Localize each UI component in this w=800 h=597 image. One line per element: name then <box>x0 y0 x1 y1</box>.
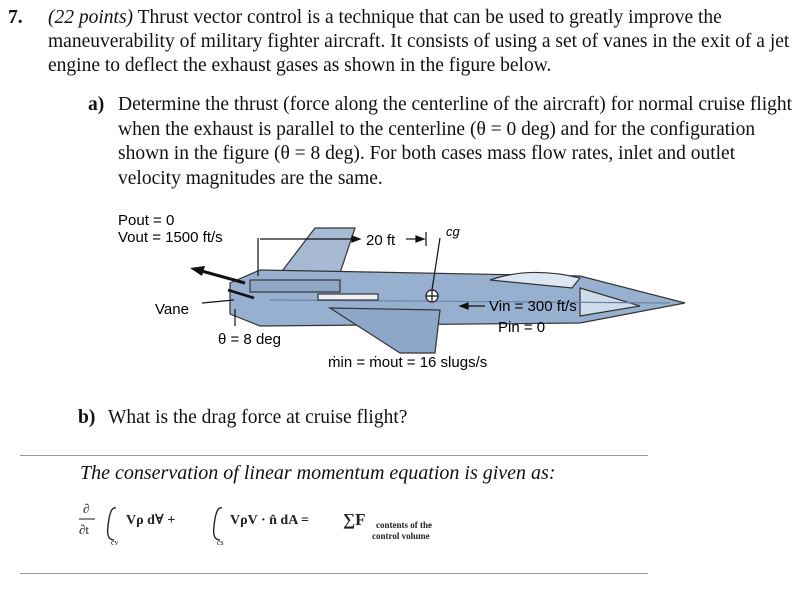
problem-intro-text: Thrust vector control is a technique that can be used to greatly improve the maneuverability of military fighter aircraft. It consists of using a set of vanes in the exit of a jet engine to deflect the exhaust gases as shown in the figure below. <box>48 7 790 76</box>
label-theta: θ = 8 deg <box>218 331 281 348</box>
problem-statement <box>8 6 790 78</box>
momentum-equation <box>78 494 498 554</box>
eq-cv: cv <box>111 538 119 547</box>
eq-note2: control volume <box>372 531 430 541</box>
eq-term1: Vρ d∀ + <box>126 513 176 528</box>
label-p-out: Pout = 0 <box>118 212 175 229</box>
label-mass-flow: ṁin = ṁout = 16 slugs/s <box>328 354 488 371</box>
part-b-text: What is the drag force at cruise flight? <box>108 407 408 428</box>
label-cg: cg <box>446 224 460 239</box>
problem-points: (22 points) <box>48 7 134 28</box>
aircraft-diagram <box>110 208 700 380</box>
label-v-in: Vin = 300 ft/s <box>489 298 577 315</box>
eq-partial-num: ∂ <box>83 501 90 516</box>
aircraft-figure <box>110 208 700 380</box>
label-distance: 20 ft <box>366 232 396 249</box>
divider-bottom <box>20 573 648 574</box>
momentum-equation-svg <box>78 494 498 554</box>
eq-cs: cs <box>217 538 224 547</box>
problem-intro <box>48 6 790 78</box>
eq-sum: ∑F <box>343 510 366 529</box>
integral-cs-icon <box>214 508 222 540</box>
solution-statement: The conservation of linear momentum equation is given as: <box>80 462 556 484</box>
label-p-in: Pin = 0 <box>498 319 546 336</box>
eq-partial-den: ∂t <box>79 522 90 537</box>
aircraft-body <box>230 228 685 353</box>
problem-number: 7. <box>8 7 23 28</box>
label-v-out: Vout = 1500 ft/s <box>118 229 223 246</box>
part-a-label: a) <box>88 94 105 115</box>
eq-note1: contents of the <box>376 520 432 530</box>
eq-term2: VρV · n̂ dA = <box>230 513 310 528</box>
part-b <box>78 406 678 431</box>
integral-cv-icon <box>108 508 116 540</box>
part-a <box>88 93 793 191</box>
divider-top <box>20 455 648 456</box>
label-vane: Vane <box>155 301 189 318</box>
part-a-text: Determine the thrust (force along the centerline of the aircraft) for normal cruise flight when the exhaust is parallel to the centerline (θ = 0 deg) and for the configuration shown in the figure (θ = 8 deg). For both cases mass flow rates, inlet and outlet velocity magnitudes are the same. <box>118 94 793 189</box>
part-b-label: b) <box>78 407 96 428</box>
